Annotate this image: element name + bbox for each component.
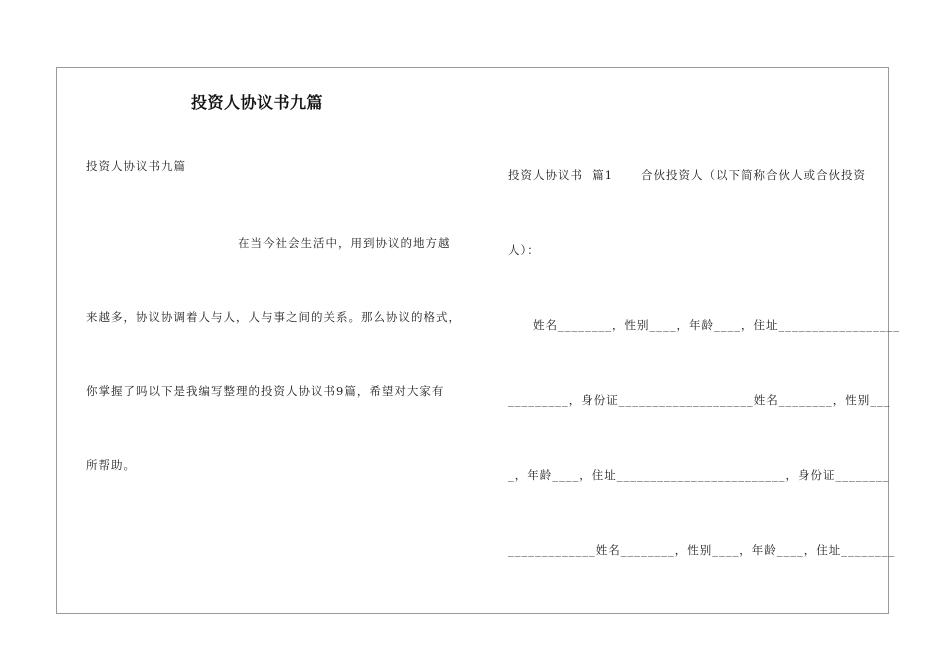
right-paragraph-line-2: 人）：: [508, 243, 540, 257]
left-paragraph-line-4: 所帮助。: [86, 458, 136, 472]
left-paragraph-line-3: 你掌握了吗以下是我编写整理的投资人协议书9篇，希望对大家有: [86, 384, 445, 398]
right-form-line-1: 姓名________，性别____，年龄____，住址__________________: [533, 318, 900, 332]
left-heading: 投资人协议书九篇: [86, 159, 186, 173]
right-paragraph-line-1: 投资人协议书 篇1 合伙投资人（以下简称合伙人或合伙投资: [508, 168, 867, 182]
right-form-line-2: _________，身份证____________________姓名________，性别___: [508, 393, 891, 407]
right-form-line-3: _，年龄____，住址_________________________，身份证________: [508, 468, 890, 482]
document-title: 投资人协议书九篇: [191, 93, 324, 112]
right-form-line-4: _____________姓名________，性别____，年龄____，住址________: [508, 543, 896, 557]
document-page-frame: [56, 67, 889, 614]
left-paragraph-line-1: 在当今社会生活中，用到协议的地方越: [238, 236, 451, 250]
left-paragraph-line-2: 来越多，协议协调着人与人，人与事之间的关系。那么协议的格式，: [86, 310, 461, 324]
